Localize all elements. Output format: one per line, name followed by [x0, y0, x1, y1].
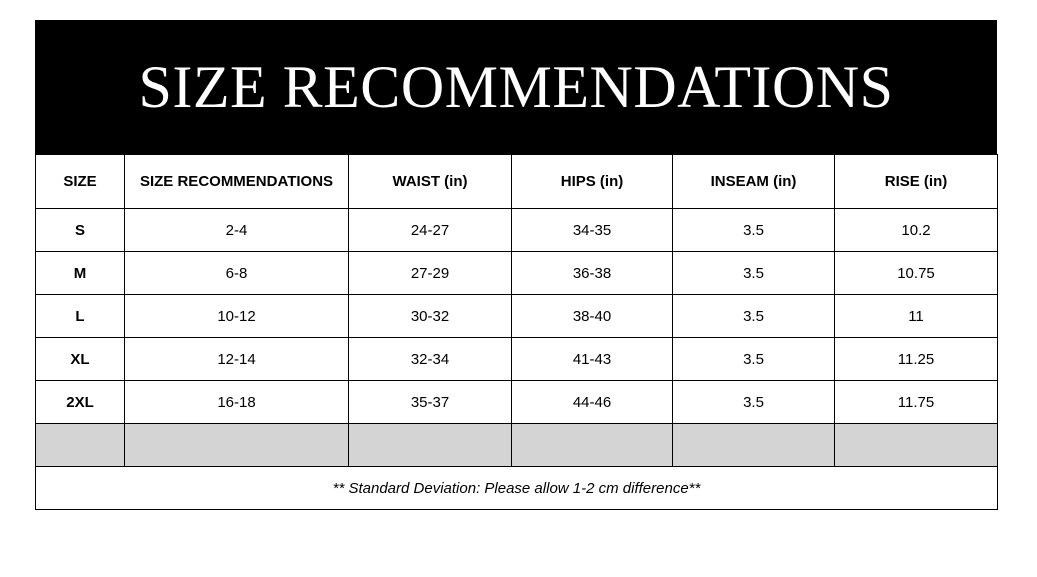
- column-header-hips: HIPS (in): [512, 155, 673, 209]
- table-header: [36, 155, 998, 209]
- spacer-cell: [36, 424, 125, 467]
- cell-inseam: 3.5: [673, 381, 835, 424]
- cell-size-recommendation: 10-12: [125, 295, 349, 338]
- spacer-cell: [835, 424, 998, 467]
- cell-inseam: 3.5: [673, 338, 835, 381]
- spacer-row: [36, 424, 998, 467]
- cell-size: XL: [36, 338, 125, 381]
- cell-rise: 10.75: [835, 252, 998, 295]
- header-row: [36, 155, 998, 209]
- cell-size: L: [36, 295, 125, 338]
- table-row: [36, 381, 998, 424]
- cell-hips: 34-35: [512, 209, 673, 252]
- table-body: [36, 209, 998, 510]
- cell-size-recommendation: 6-8: [125, 252, 349, 295]
- table-row: [36, 252, 998, 295]
- cell-inseam: 3.5: [673, 209, 835, 252]
- cell-size: M: [36, 252, 125, 295]
- cell-hips: 44-46: [512, 381, 673, 424]
- spacer-cell: [512, 424, 673, 467]
- cell-rise: 11.25: [835, 338, 998, 381]
- cell-hips: 38-40: [512, 295, 673, 338]
- page-title: SIZE RECOMMENDATIONS: [138, 54, 894, 120]
- cell-hips: 36-38: [512, 252, 673, 295]
- size-table: [35, 154, 998, 510]
- cell-size: 2XL: [36, 381, 125, 424]
- cell-size: S: [36, 209, 125, 252]
- cell-waist: 35-37: [349, 381, 512, 424]
- note-row: [36, 467, 998, 510]
- title-banner: [35, 20, 997, 154]
- column-header-inseam: INSEAM (in): [673, 155, 835, 209]
- column-header-size-recommendations: SIZE RECOMMENDATIONS: [125, 155, 349, 209]
- cell-size-recommendation: 2-4: [125, 209, 349, 252]
- cell-waist: 30-32: [349, 295, 512, 338]
- table-row: [36, 209, 998, 252]
- spacer-cell: [349, 424, 512, 467]
- spacer-cell: [673, 424, 835, 467]
- cell-waist: 24-27: [349, 209, 512, 252]
- cell-hips: 41-43: [512, 338, 673, 381]
- cell-size-recommendation: 16-18: [125, 381, 349, 424]
- cell-rise: 11: [835, 295, 998, 338]
- cell-waist: 27-29: [349, 252, 512, 295]
- cell-inseam: 3.5: [673, 295, 835, 338]
- cell-size-recommendation: 12-14: [125, 338, 349, 381]
- column-header-waist: WAIST (in): [349, 155, 512, 209]
- table-row: [36, 295, 998, 338]
- column-header-rise: RISE (in): [835, 155, 998, 209]
- cell-inseam: 3.5: [673, 252, 835, 295]
- spacer-cell: [125, 424, 349, 467]
- cell-rise: 10.2: [835, 209, 998, 252]
- cell-waist: 32-34: [349, 338, 512, 381]
- cell-rise: 11.75: [835, 381, 998, 424]
- standard-deviation-note: ** Standard Deviation: Please allow 1-2 cm difference**: [36, 467, 998, 510]
- column-header-size: SIZE: [36, 155, 125, 209]
- table-row: [36, 338, 998, 381]
- size-table-container: [35, 154, 997, 510]
